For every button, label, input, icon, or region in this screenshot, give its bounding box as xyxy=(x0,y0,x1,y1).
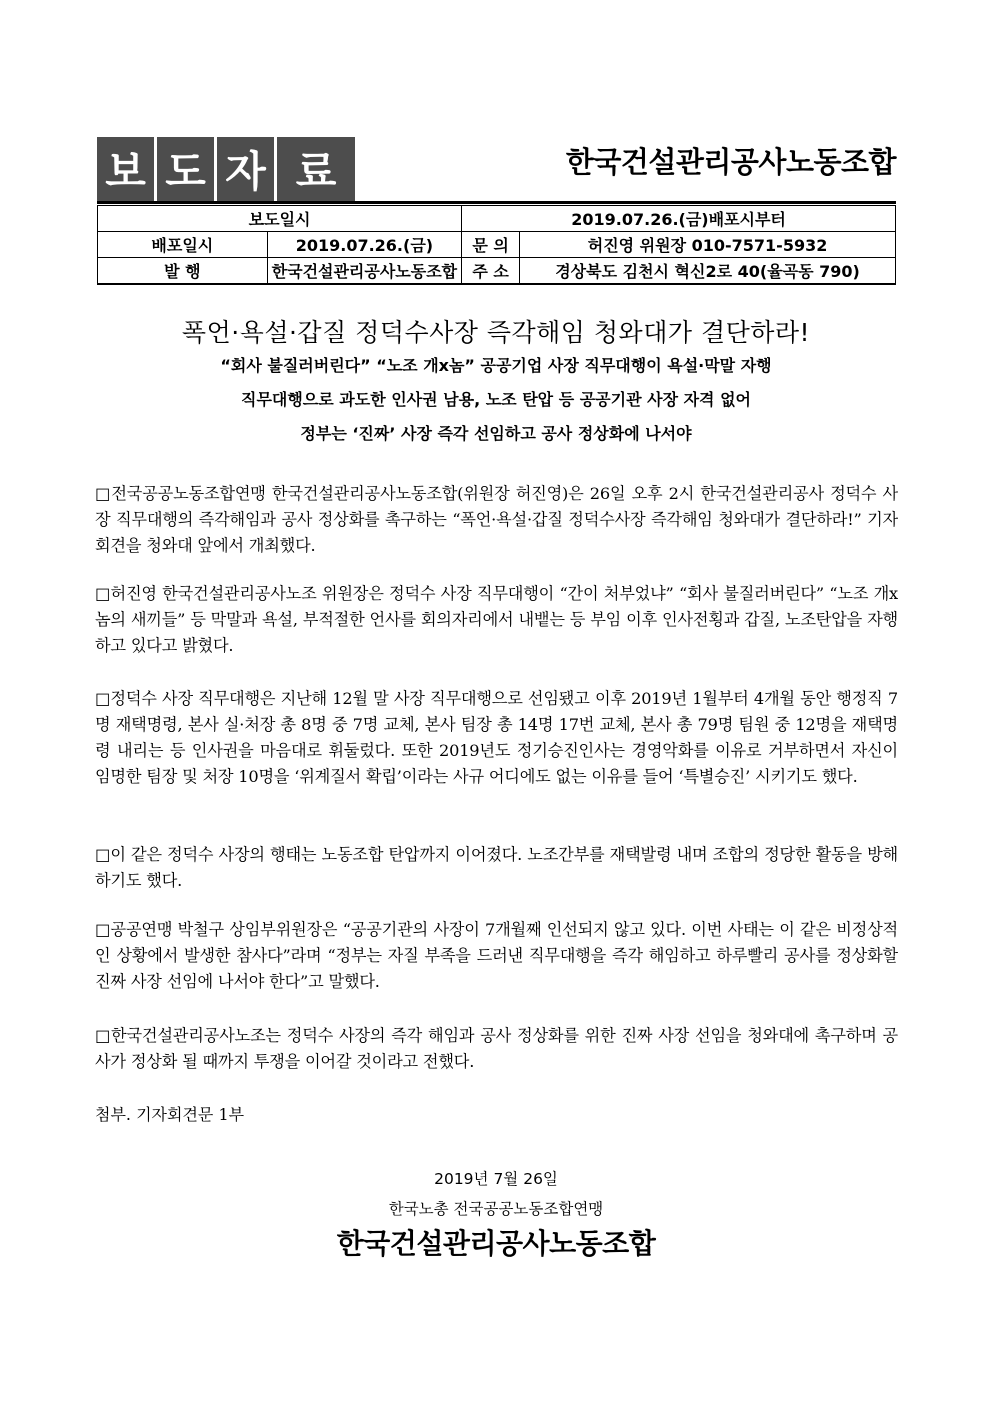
info-table xyxy=(97,205,896,285)
body-paragraph: □전국공공노동조합연맹 한국건설관리공사노동조합(위원장 허진영)은 26일 오후 2시 한국건설관리공사 정덕수 사장 직무대행의 즉각해임과 공사 정상화를 촉구하는 “폭언·욕설·갑질 정덕수사장 즉각해임 청와대가 결단하라!” 기자회견을 청와대 앞에서 개최했다. xyxy=(95,484,898,555)
address-label: 주 소 xyxy=(462,258,520,285)
report-date-label: 보도일시 xyxy=(98,206,462,232)
contact-label: 문 의 xyxy=(462,232,520,258)
address-value: 경상북도 김천시 혁신2로 40(율곡동 790) xyxy=(520,258,896,285)
body-paragraph: □정덕수 사장 직무대행은 지난해 12월 말 사장 직무대행으로 선임됐고 이후 2019년 1월부터 4개월 동안 행정직 7명 재택명령, 본사 실·처장 총 8명 중 7명 교체, 본사 팀장 총 14명 17번 교체, 본사 총 79명 팀원 중 12명을 재택명령 내리는 등 인사권을 마음대로 휘둘렀다. 또한 2019년도 정기승진인사는 경영악화를 이유로 거부하면서 자신이 임명한 팀장 및 처장 10명을 ‘위계질서 확립’이라는 사규 어디에도 없는 이유를 들어 ‘특별승진’ 시키기도 했다. xyxy=(95,689,898,786)
issuer-label: 발 행 xyxy=(98,258,268,285)
header-box: 도 xyxy=(157,137,217,201)
subheadline: 직무대행으로 과도한 인사권 남용, 노조 탄압 등 공공기관 사장 자격 없어 xyxy=(240,390,751,409)
header-box: 보 xyxy=(97,137,157,201)
press-release-label xyxy=(97,137,355,201)
subheadline: “회사 불질러버린다” “노조 개x놈” 공공기업 사장 직무대행이 욕설·막말 자행 xyxy=(220,356,772,375)
body-paragraph: □이 같은 정덕수 사장의 행태는 노동조합 탄압까지 이어졌다. 노조간부를 재택발령 내며 조합의 정당한 활동을 방해하기도 했다. xyxy=(95,845,898,890)
contact-value: 허진영 위원장 010-7571-5932 xyxy=(520,232,896,258)
dist-date-value: 2019.07.26.(금) xyxy=(267,232,461,258)
organization-header: 한국건설관리공사노동조합 xyxy=(565,145,896,179)
subheadline: 정부는 ‘진짜’ 사장 즉각 선임하고 공사 정상화에 나서야 xyxy=(300,424,692,443)
report-date-value: 2019.07.26.(금)배포시부터 xyxy=(462,206,896,232)
info-row xyxy=(98,232,896,258)
dist-date-label: 배포일시 xyxy=(98,232,268,258)
info-row xyxy=(98,206,896,232)
body-paragraph: □허진영 한국건설관리공사노조 위원장은 정덕수 사장 직무대행이 “간이 처부었냐” “회사 불질러버린다” “노조 개x놈의 새끼들” 등 막말과 욕설, 부적절한 언사를 회의자리에서 내뱉는 등 부임 이후 인사전횡과 갑질, 노조탄압을 자행하고 있다고 밝혔다. xyxy=(95,584,898,655)
body-paragraph: □공공연맹 박철구 상임부위원장은 “공공기관의 사장이 7개월째 인선되지 않고 있다. 이번 사태는 이 같은 비정상적인 상황에서 발생한 참사다”라며 “정부는 자질 부족을 드러낸 직무대행을 즉각 해임하고 하루빨리 공사를 정상화할 진짜 사장 선임에 나서야 한다”고 말했다. xyxy=(95,920,898,991)
federation-name: 한국노총 전국공공노동조합연맹 xyxy=(388,1200,604,1218)
organization-footer: 한국건설관리공사노동조합 xyxy=(336,1227,656,1260)
issuer-value: 한국건설관리공사노동조합 xyxy=(267,258,461,285)
release-date: 2019년 7월 26일 xyxy=(434,1170,558,1188)
headline: 폭언·욕설·갑질 정덕수사장 즉각해임 청와대가 결단하라! xyxy=(181,318,811,347)
header-box: 료 xyxy=(277,137,355,201)
header-divider xyxy=(97,201,896,204)
body-paragraph: □한국건설관리공사노조는 정덕수 사장의 즉각 해임과 공사 정상화를 위한 진짜 사장 선임을 청와대에 촉구하며 공사가 정상화 될 때까지 투쟁을 이어갈 것이라고 전했다. xyxy=(95,1026,898,1071)
attachment-note: 첨부. 기자회견문 1부 xyxy=(95,1105,245,1124)
header-box: 자 xyxy=(217,137,277,201)
info-row xyxy=(98,258,896,285)
